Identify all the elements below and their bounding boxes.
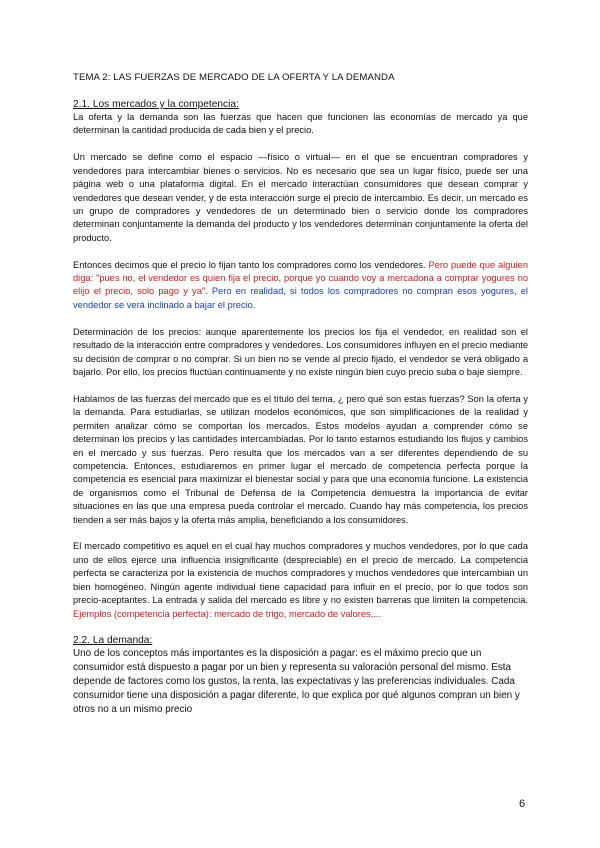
section-heading-mercados: 2.1. Los mercados y la competencia: (73, 99, 239, 110)
paragraph-mercado-competitivo (73, 540, 528, 620)
paragraph-fuerzas-mercado: Hablamos de las fuerzas del mercado que es el título del tema, ¿ pero qué son estas fuerzas? Son la oferta y la demanda. Para estudiarlas, se utilizan modelos económicos, que son simplificaciones de la realidad y permiten analizar cómo se comportan los mercados. Estos modelos ayudan a comprender cómo se determinan los precios y las cantidades intercambiadas. Por lo tanto estamos estudiando los flujos y cambios en el mercado y sus fuerzas. Pero resulta que los mercados van a ser diferentes dependiendo de su competencia. Entonces, estudiaremos en primer lugar el mercado de competencia perfecta porque la competencia es esencial para maximizar el bienestar social y para que una economía funcione. La existencia de organismos como el Tribunal de Defensa de la Competencia demuestra la importancia de evitar situaciones en las que una empresa pueda controlar el mercado. Cuando hay más competencia, los precios tienden a ser más bajos y la oferta más amplia, beneficiando a los consumidores. (73, 393, 528, 525)
page-number: 6 (519, 798, 526, 810)
page-content (73, 72, 528, 717)
paragraph-disposicion-pagar: Uno de los conceptos más importantes es la disposición a pagar: es el máximo precio que un consumidor está dispuesto a pagar por un bien y representa su valoración personal del mismo. Esta depende de factores como los gustos, la renta, las expectativas y las preferencias individuales. Cada consumidor tiene una disposición a pagar diferente, lo que explica por qué algunos compran un bien y otros no a un mismo precio (73, 648, 520, 716)
paragraph-fijacion-precio (73, 259, 528, 313)
section-heading-demanda: 2.2. La demanda: (73, 635, 153, 647)
text-precio-fijado: Entonces decimos que el precio lo fijan tanto los compradores como los vendedores. (73, 259, 426, 270)
page-title: TEMA 2: LAS FUERZAS DE MERCADO DE LA OFERTA Y LA DEMANDA (73, 72, 395, 83)
paragraph-determinacion-precios: Determinación de los precios: aunque aparentemente los precios los fija el vendedor, en realidad son el resultado de la interacción entre compradores y vendedores. Los consumidores influyen en el precio mediante su decisión de comprar o no comprar. Si un bien no se vende al precio fijado, el vendedor se verá obligado a bajarlo. Por ello, los precios fluctúan continuamente y no existe ningún bien cuyo precio suba o baje siempre. (73, 326, 528, 377)
paragraph-oferta-demanda: La oferta y la demanda son las fuerzas que hacen que funcionen las economías de mercado ya que determinan la cantidad producida de cada bien y el precio. (73, 112, 528, 136)
text-competencia-perfecta: El mercado competitivo es aquel en el cual hay muchos compradores y muchos vendedores, por lo que cada uno de ellos ejerce una influencia insignificante (despreciable) en el precio de mercado. La competencia perfecta se caracteriza por la existencia de muchos compradores y muchos vendedores que intercambian un bien homogéneo. Ningún agente individual tiene capacidad para influir en el precio, por lo que todos son precio-aceptantes. La entrada y salida del mercado es libre y no existen barreras que limiten la competencia. (73, 541, 528, 606)
section-demanda (73, 634, 528, 717)
paragraph-definicion-mercado: Un mercado se define como el espacio —físico o virtual— en el que se encuentran compradores y vendedores para intercambiar bienes o servicios. No es necesario que sea un lugar físico, puede ser una página web o una plataforma digital. En el mercado interactúan consumidores que desean comprar y vendedores que desean vender, y de esta interacción surge el precio de intercambio. Es decir, un mercado es un grupo de compradores y vendedores de un determinado bien o servicio donde los compradores determinan conjuntamente la demanda del producto y los vendedores determinan conjuntamente la oferta del producto. (73, 152, 528, 243)
text-objecion-ejemplo: Pero puede que alguien diga: "pues no, el vendedor es quien fija el precio, porque yo cuando voy a mercadona a comprar yogures no elijo el precio, solo pago y ya". (73, 259, 528, 297)
text-respuesta-ejemplo: Pero en realidad, si todos los compradores no compran esos yogures, el vendedor se verá inclinado a bajar el precio. (73, 286, 528, 310)
text-ejemplos-competencia: Ejemplos (competencia perfecta): mercado de trigo, mercado de valores,... (73, 608, 381, 619)
